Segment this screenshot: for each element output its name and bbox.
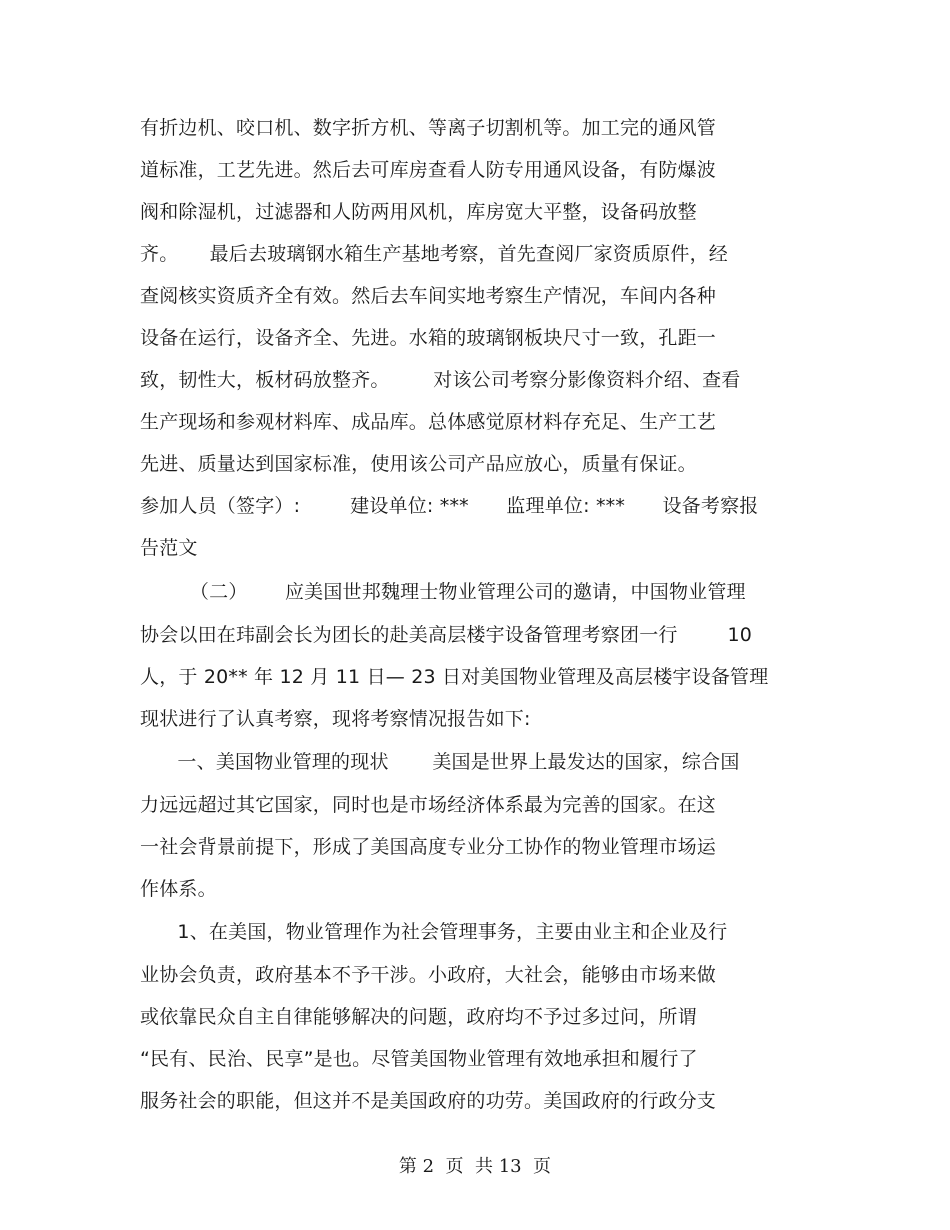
page-footer: 第 2 页 共 13 页	[398, 1156, 552, 1177]
text-line: 阀和除湿机，过滤器和人防两用风机，库房宽大平整，设备码放整	[140, 201, 697, 223]
text-line: （二） 应美国世邦魏理士物业管理公司的邀请，中国物业管理	[140, 581, 746, 603]
text-line: 一社会背景前提下，形成了美国高度专业分工协作的物业管理市场运	[140, 836, 717, 858]
text-line: 1、在美国，物业管理作为社会管理事务，主要由业主和企业及行	[140, 921, 728, 943]
text-line: 查阅核实资质齐全有效。然后去车间实地考察生产情况，车间内各种	[140, 285, 717, 307]
text-line: 生产现场和参观材料库、成品库。总体感觉原材料存充足、生产工艺	[140, 411, 717, 433]
text-line: 或依靠民众自主自律能够解决的问题，政府均不予过多过问，所谓	[140, 1006, 697, 1028]
text-line: 有折边机、咬口机、数字折方机、等离子切割机等。加工完的通风管	[140, 117, 717, 139]
text-line: 参加人员（签字）: 建设单位: *** 监理单位: *** 设备考察报	[140, 495, 759, 517]
text-line: 齐。 最后去玻璃钢水箱生产基地考察，首先查阅厂家资质原件，经	[140, 243, 728, 265]
text-line: 道标准，工艺先进。然后去可库房查看人防专用通风设备，有防爆波	[140, 159, 717, 181]
text-line: 作体系。	[140, 878, 217, 900]
text-line: 一、美国物业管理的现状 美国是世界上最发达的国家，综合国	[140, 751, 740, 773]
text-line: 先进、质量达到国家标准，使用该公司产品应放心，质量有保证。	[140, 453, 697, 475]
text-line: “民有、民治、民享”是也。尽管美国物业管理有效地承担和履行了	[140, 1048, 698, 1070]
text-line: 告范文	[140, 537, 198, 559]
text-line: 协会以田在玮副会长为团长的赴美高层楼宇设备管理考察团一行 10	[140, 624, 753, 646]
text-line: 人，于 20** 年 12 月 11 日— 23 日对美国物业管理及高层楼宇设备管理	[140, 666, 769, 688]
text-line: 致，韧性大，板材码放整齐。 对该公司考察分影像资料介绍、查看	[140, 369, 741, 391]
text-line: 服务社会的职能，但这并不是美国政府的功劳。美国政府的行政分支	[140, 1090, 717, 1112]
text-line: 现状进行了认真考察，现将考察情况报告如下:	[140, 708, 531, 730]
text-line: 业协会负责，政府基本不予干涉。小政府，大社会，能够由市场来做	[140, 964, 717, 986]
text-line: 设备在运行，设备齐全、先进。水箱的玻璃钢板块尺寸一致，孔距一	[140, 327, 717, 349]
text-line: 力远远超过其它国家，同时也是市场经济体系最为完善的国家。在这	[140, 794, 717, 816]
